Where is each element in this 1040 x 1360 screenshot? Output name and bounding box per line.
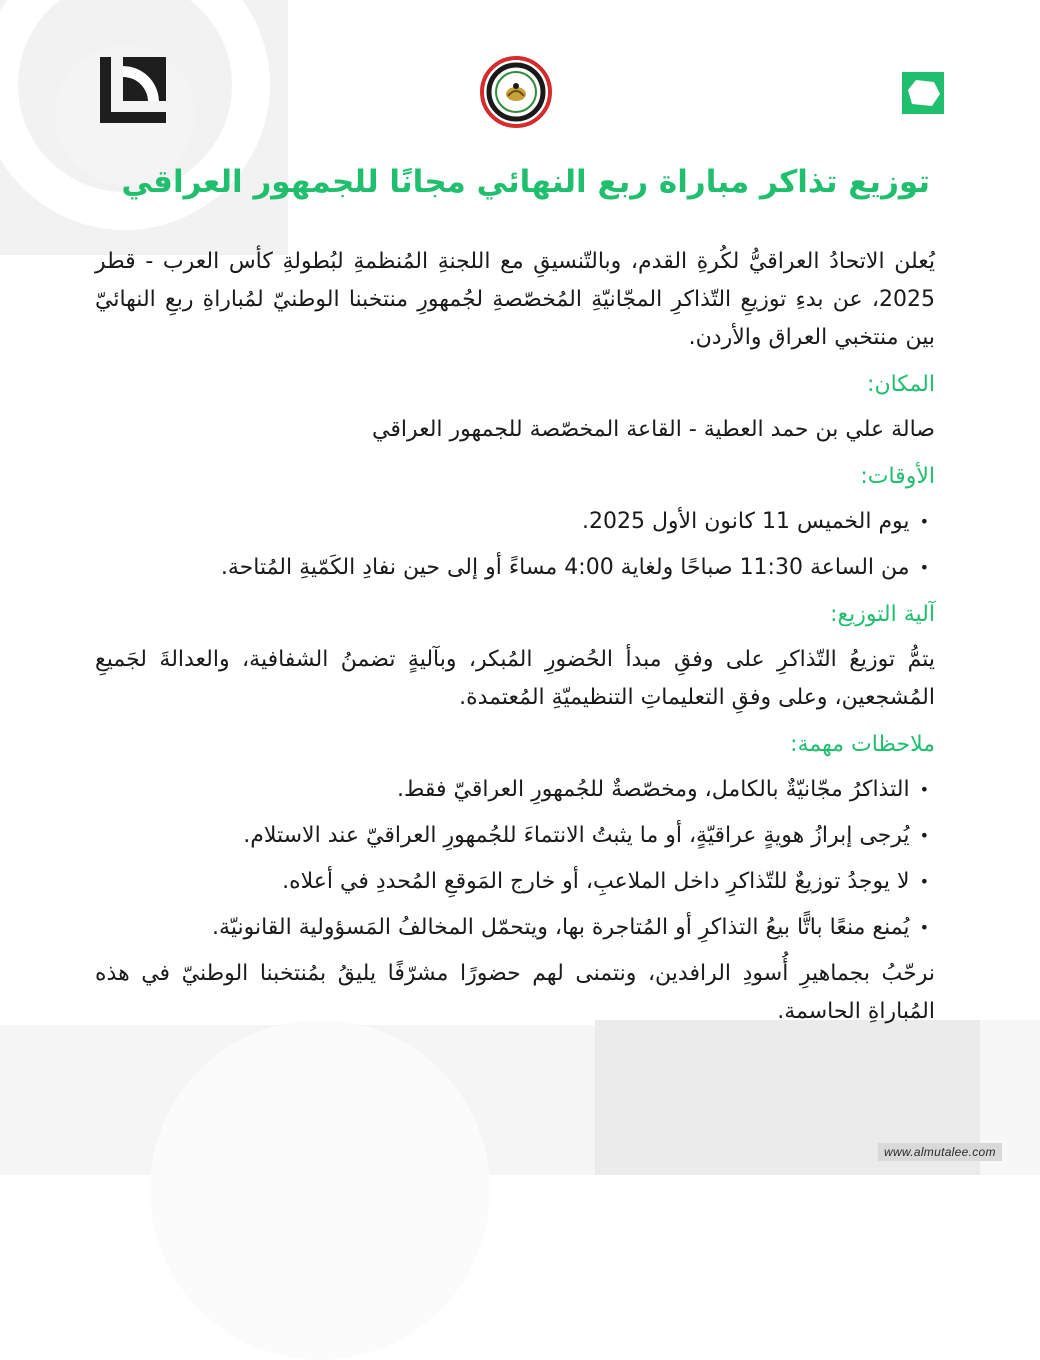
list-item [95,863,935,901]
time-item-text: يوم الخميس 11 كانون الأول 2025. [581,509,910,534]
iraq-football-association-crest-icon [480,56,552,128]
venue-text: صالة علي بن حمد العطية - القاعة المخصّصة للجمهور العراقي [372,417,935,442]
list-item [95,503,935,541]
background-panel-top-left [0,0,288,255]
mechanism-text: يتمُّ توزيعُ التّذاكرِ على وفقِ مبدأ الحُضورِ المُبكر، وبآليةٍ تضمنُ الشفافية، والعدالةَ لجَميعِ المُشجعين، وعلى وفقِ التعليماتِ التنظيميّةِ المُعتمدة. [95,647,935,710]
bullet-icon: • [919,872,929,891]
pentagon-badge-icon [902,72,944,114]
mechanism-heading: آلية التوزيع: [830,602,935,627]
bullet-icon: • [919,826,929,845]
background-circle-bottom [150,1020,490,1360]
bullet-icon: • [919,918,929,937]
note-item-text: لا يوجدُ توزيعٌ للتّذاكرِ داخل الملاعبِ، أو خارج المَوقعِ المُحددِ في أعلاه. [282,869,910,894]
note-item-text: التذاكرُ مجّانيّةٌ بالكامل، ومخصّصةٌ للجُمهورِ العراقيّ فقط. [397,777,910,802]
time-item-text: من الساعة 11:30 صباحًا ولغاية 4:00 مساءً أو إلى حين نفادِ الكَمّيةِ المُتاحة. [220,555,910,580]
bullet-icon: • [919,558,929,577]
list-item [95,909,935,947]
notes-list [95,771,935,947]
announcement-body [95,243,935,1031]
bullet-icon: • [919,780,929,799]
list-item [95,771,935,809]
note-item-text: يُرجى إبرازُ هويةٍ عراقيّةٍ، أو ما يثبتُ الانتماءَ للجُمهورِ العراقيّ عند الاستلام. [243,823,910,848]
bullet-icon: • [919,512,929,531]
list-item [95,549,935,587]
notes-heading: ملاحظات مهمة: [790,732,935,757]
website-watermark: www.almutalee.com [878,1143,1002,1161]
list-item [95,817,935,855]
times-list [95,503,935,587]
page-title: توزيع تذاكر مباراة ربع النهائي مجانًا للجمهور العراقي [121,164,930,200]
note-item-text: يُمنع منعًا باتًّا بيعُ التذاكرِ أو المُتاجرة بها، ويتحمّل المخالفُ المَسؤولية القانونيّة. [212,915,910,940]
times-heading: الأوقات: [860,464,935,489]
venue-heading: المكان: [867,372,935,397]
publisher-logo-icon [100,57,166,123]
intro-paragraph: يُعلن الاتحادُ العراقيُّ لكُرةِ القدم، وبالتّنسيقِ مع اللجنةِ المُنظمةِ لبُطولةِ كأس العرب - قطر 2025، عن بدءِ توزيعِ التّذاكرِ المجّانيّةِ المُخصّصةِ لجُمهورِ منتخبنا الوطنيّ لمُباراةِ ربعِ النهائيّ بين منتخبي العراق والأردن. [95,249,935,350]
closing-paragraph: نرحّبُ بجماهيرِ أُسودِ الرافدين، ونتمنى لهم حضورًا مشرّفًا يليقُ بمُنتخبنا الوطنيّ في هذه المُباراةِ الحاسمة. [95,961,935,1024]
